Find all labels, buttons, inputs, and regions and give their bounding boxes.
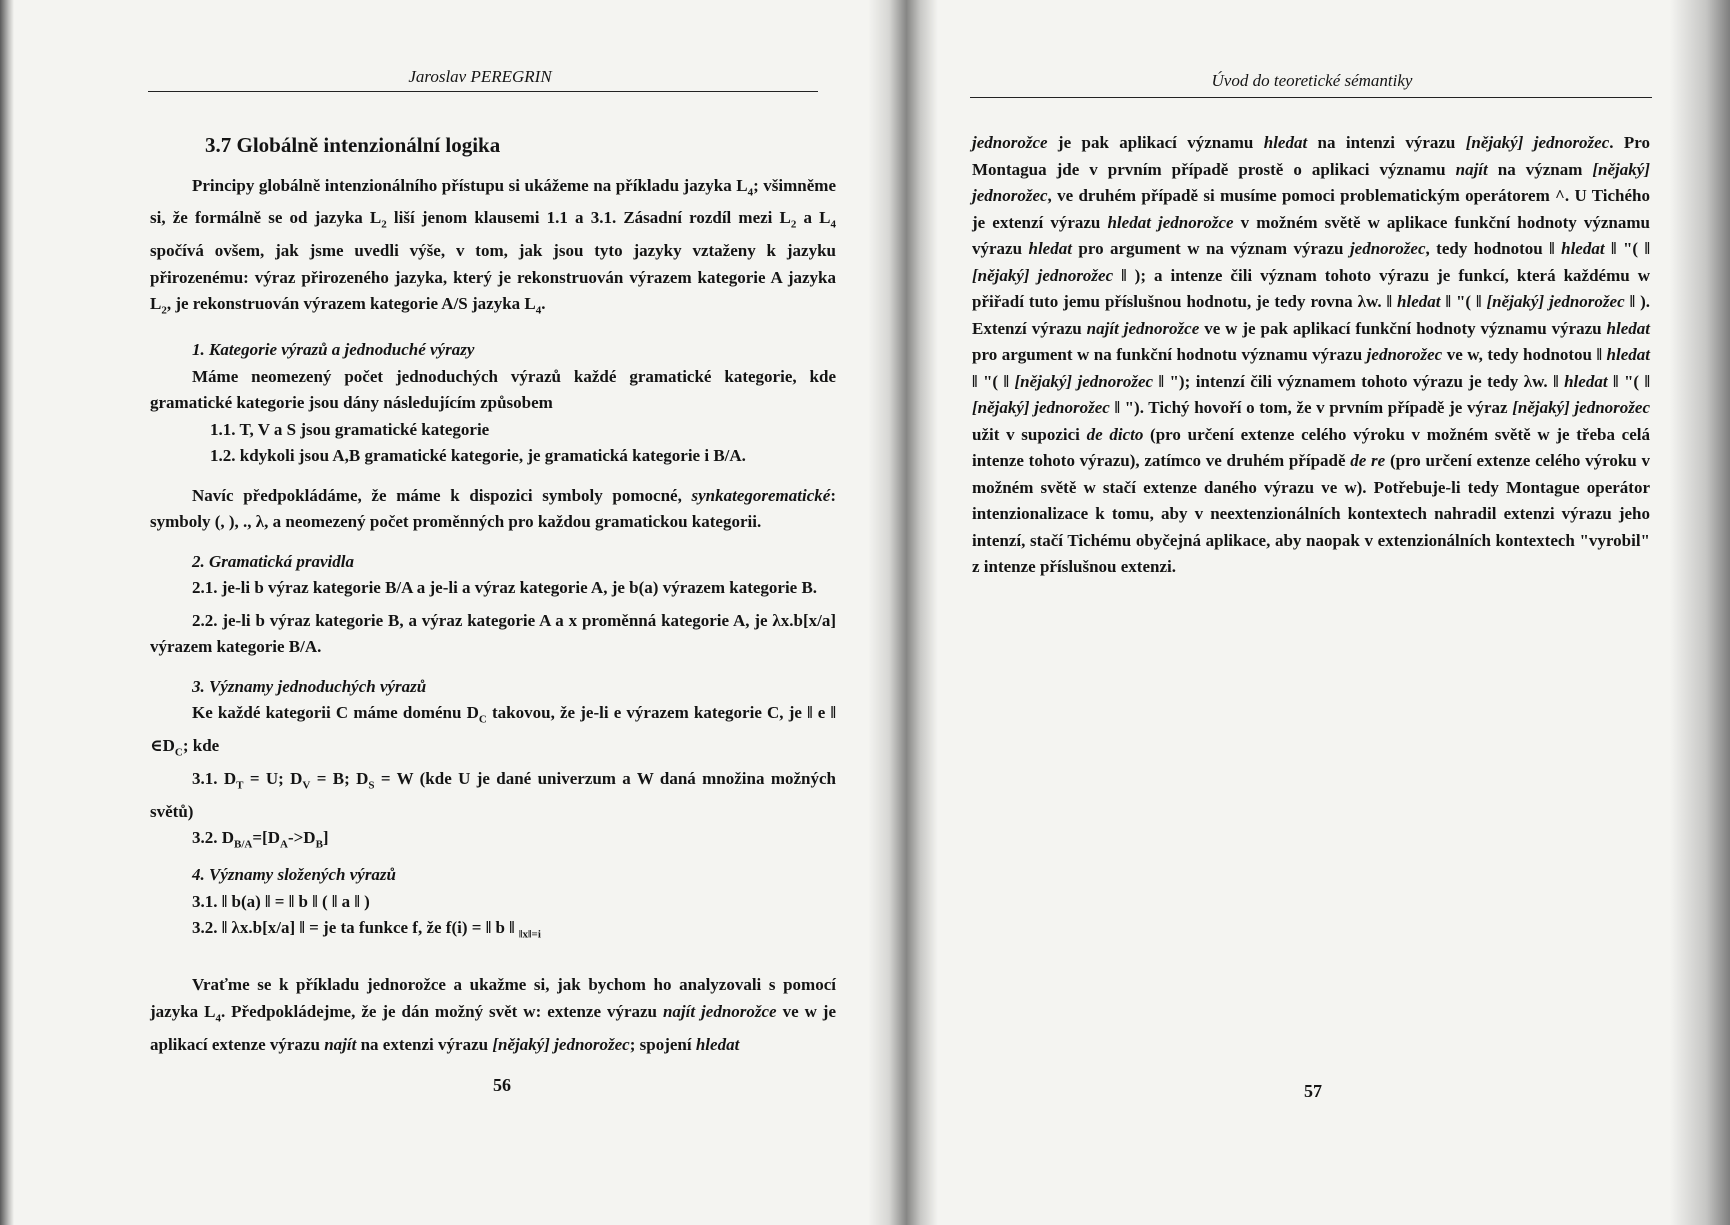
running-head: Jaroslav PEREGRIN [408, 67, 552, 86]
italic-term: najít jednorožce [1086, 318, 1200, 338]
heading-simple-meanings: 3. Významy jednoduchých výrazů [192, 676, 427, 696]
italic-term: jednorožce [972, 133, 1048, 152]
categories-paragraph: Máme neomezený počet jednoduchých výrazů každé gramatické kategorie, kde gramatické kategorie jsou dány následujícím způsobem [150, 366, 836, 413]
italic-term: [nějaký] jednorožec [1512, 398, 1651, 417]
text-run: ‖ "( ‖ [1607, 371, 1651, 391]
heading-complex-meanings: 4. Významy složených výrazů [192, 865, 396, 885]
italic-term: jednorožec [1349, 239, 1426, 258]
text-run: ve w je pak aplikací funkční hodnoty významu výrazu [1199, 318, 1607, 338]
italic-term: [nějaký] jednorožec [1486, 292, 1625, 311]
italic-term: [nějaký] jednorožec [972, 398, 1110, 417]
text-run: ‖ "( ‖ [1604, 239, 1651, 258]
text-run: ‖ "( ‖ [1440, 292, 1487, 311]
text-run: na význam [1487, 159, 1593, 179]
italic-term: najít [1455, 159, 1488, 179]
syncategorematic-paragraph: Navíc předpokládáme, že máme k dispozici symboly pomocné, synkategorematické: symboly (, ), ., λ, a neomezený počet proměnných pro každou gramatickou kategorii. [150, 485, 836, 532]
header-rule [970, 97, 1652, 98]
italic-term: hledat jednorožce [1107, 212, 1234, 232]
domain-paragraph: Ke každé kategorii C máme doménu $D_C$ takovou, že je-li e výrazem kategorie C, je ‖ e ‖ $\in D_C$; kde [150, 703, 836, 759]
rule-4-1: 3.1. ‖ b(a) ‖ = ‖ b ‖ ( ‖ a ‖ ) [192, 891, 370, 911]
rule-2-1: 2.1. je-li b výraz kategorie B/A a je-li a výraz kategorie A, je b(a) výrazem kategorie B. [192, 578, 818, 598]
running-head: Úvod do teoretické sémantiky [1211, 71, 1413, 90]
text-run: ve w, tedy hodnotou ‖ [1442, 345, 1607, 364]
right-page [892, 0, 1730, 1225]
text-run: , tedy hodnotou ‖ [1425, 239, 1562, 258]
text-run: ‖ ); a intenze čili význam tohoto výrazu je funkcí, která každému w přiřadí tuto jemu příslušnou hodnotu, je tedy rovna λw. ‖ [972, 265, 1650, 311]
text-run: v možném světě w aplikace funkční hodnoty významu výrazu [972, 212, 1650, 258]
rule-1-1: 1.1. T, V a S jsou gramatické kategorie [210, 419, 490, 439]
italic-term: hledat [1606, 345, 1650, 364]
text-run: . Pro Montagua jde v prvním případě prostě o aplikaci významu [972, 133, 1651, 179]
italic-term: hledat [1028, 239, 1072, 258]
right-page-body [972, 130, 1650, 581]
intro-paragraph: Principy globálně intenzionálního přístupu si ukážeme na příkladu jazyka $L_4$; všimněme si, že formálně se od jazyka $L_2$ liší jenom klausemi 1.1 a 3.1. Zásadní rozdíl mezi $L_2$ a $L_4$ spočívá ovšem, jak jsme uvedli výše, v tom, jak jsou tyto jazyky vztaženy k jazyku přirozenému: výraz přirozeného jazyka, který je rekonstruován výrazem kategorie A jazyka $L_2$, je rekonstruován výrazem kategorie A/S jazyka $L_4$. [150, 175, 837, 317]
italic-term: de re [1350, 451, 1386, 470]
italic-term: hledat [1561, 239, 1605, 258]
text-run: je pak aplikací významu [1047, 133, 1264, 152]
text-run: ‖ "); intenzí čili významem tohoto výrazu je tedy λw. ‖ [1153, 371, 1565, 391]
italic-term: hledat [1564, 371, 1608, 391]
page-number: 57 [1304, 1081, 1322, 1101]
rule-3-1: 3.1. $D_T = U$; $D_V = B$; $D_S = W$ (kde U je dané univerzum a W daná množina možných světů) [150, 768, 836, 821]
text-run: ‖ "). Tichý hovoří o tom, že v prvním případě je výraz [1109, 398, 1513, 417]
text-run: užit v supozici [972, 424, 1087, 444]
italic-term: [nějaký] jednorožec [1465, 133, 1610, 152]
left-page-body [150, 132, 836, 1058]
italic-term: hledat [1397, 292, 1441, 311]
italic-term: hledat [1606, 318, 1650, 338]
italic-term: [nějaký] jednorožec [972, 159, 1650, 205]
section-title: 3.7 Globálně intenzionální logika [205, 133, 501, 157]
text-run: pro argument w na význam výrazu [1071, 239, 1350, 258]
rule-1-2: 1.2. kdykoli jsou A,B gramatické kategorie, je gramatická kategorie i B/A. [210, 446, 746, 466]
italic-term: de dicto [1086, 424, 1144, 444]
italic-term: [nějaký] jednorožec [1014, 371, 1154, 391]
italic-term: hledat [1263, 133, 1308, 152]
page-number: 56 [493, 1075, 511, 1095]
rule-3-2: 3.2. $D_{B/A}=[D_A->D_B]$ [192, 828, 329, 851]
page-edge-shadow [1670, 0, 1730, 1225]
text-run: ‖ "( ‖ [972, 371, 1015, 391]
text-run: (pro určení extenze celého výroku v možném světě w je třeba celá intenze tohoto výrazu), zatímco ve druhém případě [972, 424, 1650, 470]
italic-term: jednorožec [1366, 345, 1443, 364]
text-run: na intenzi výrazu [1307, 133, 1466, 152]
rule-4-2: 3.2. ‖ λx.b[x/a] ‖ = je ta funkce f, že f(i) = ‖ b ‖ $_{‖x‖=i}$ [192, 918, 541, 941]
text-run: (pro určení extenze celého výroku v možném světě w stačí extenze daného výrazu ve w). Potřebuje-li tedy Montague operátor intenzionalizace k tomu, aby v neextenzionálních kontextech nahradil extenzi výrazu jeho intenzí, stačí Tichému obyčejná aplikace, aby naopak v extenzionálních kontextech "vyrobil" z intenze příslušnou extenzi. [972, 451, 1650, 576]
heading-grammar-rules: 2. Gramatická pravidla [192, 551, 354, 571]
italic-term: [nějaký] jednorožec [972, 265, 1114, 285]
text-run: pro argument w na funkční hodnotu významu výrazu [972, 345, 1367, 364]
closing-paragraph: Vraťme se k příkladu jednorožce a ukažme si, jak bychom ho analyzovali s pomocí jazyka $L_4$. Předpokládejme, že je dán možný svět w: extenze výrazu najít jednorožce ve w je aplikací extenze výrazu najít na extenzi výrazu [nějaký] jednorožec; spojení hledat [150, 975, 837, 1054]
heading-categories: 1. Kategorie výrazů a jednoduché výrazy [192, 340, 475, 360]
header-rule [148, 91, 818, 92]
text-run: ‖ ). Extenzí výrazu [972, 292, 1650, 338]
rule-2-2: 2.2. je-li b výraz kategorie B, a výraz kategorie A a x proměnná kategorie A, je λx.b[x/a] výrazem kategorie B/A. [150, 610, 836, 657]
continuation-paragraph [972, 130, 1650, 581]
text-run: , ve druhém případě si musíme pomoci problematickým operátorem ^. U Tichého je extenzí výrazu [972, 186, 1650, 232]
page-edge-shadow [0, 0, 14, 1225]
